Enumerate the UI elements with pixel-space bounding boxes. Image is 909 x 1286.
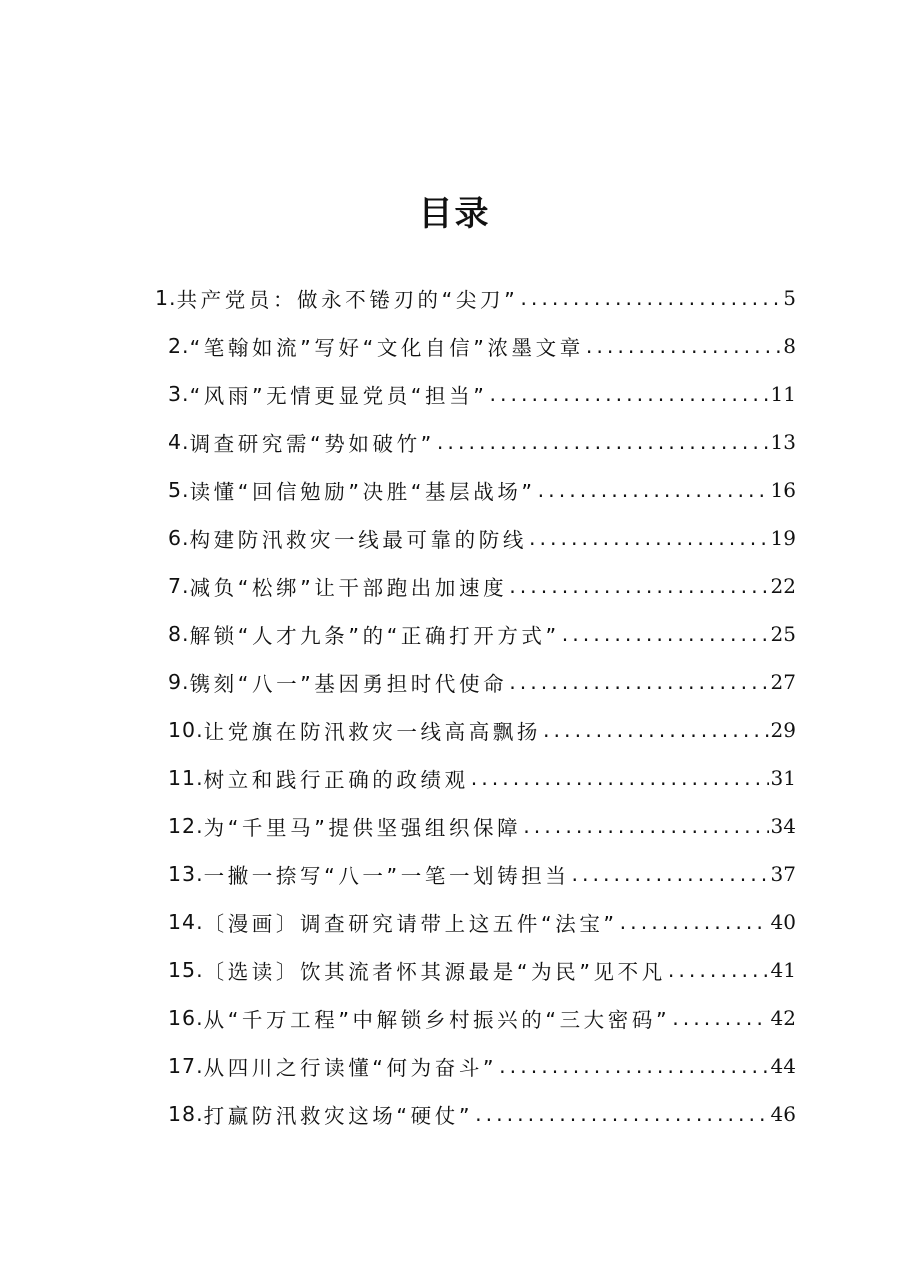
toc-entry[interactable] xyxy=(168,946,796,994)
entry-page: 37 xyxy=(770,862,796,886)
dot-leader xyxy=(509,670,768,694)
dot-leader xyxy=(529,526,769,550)
dot-leader xyxy=(520,286,781,310)
entry-title: 构建防汛救灾一线最可靠的防线 xyxy=(189,528,527,552)
dot-leader xyxy=(672,1006,768,1030)
dot-leader xyxy=(538,478,769,502)
entry-number: 12. xyxy=(168,814,204,838)
dot-leader xyxy=(571,862,768,886)
entry-title: 读懂“回信勉励”决胜“基层战场” xyxy=(189,480,536,504)
entry-title: 从四川之行读懂“何为奋斗” xyxy=(203,1056,498,1080)
toc-entry[interactable] xyxy=(168,514,796,562)
entry-title: 共产党员：做永不锩刃的“尖刀” xyxy=(176,288,519,312)
toc-title: 目录 xyxy=(418,194,491,234)
toc-entry[interactable] xyxy=(168,562,796,610)
entry-number: 9. xyxy=(168,670,190,694)
toc-entry[interactable] xyxy=(168,658,796,706)
entry-number: 5. xyxy=(168,478,190,502)
dot-leader xyxy=(509,574,768,598)
entry-title: 让党旗在防汛救灾一线高高飘扬 xyxy=(203,720,542,744)
toc-entry[interactable] xyxy=(168,898,796,946)
entry-page: 5 xyxy=(783,286,796,310)
entry-title: “笔翰如流”写好“文化自信”浓墨文章 xyxy=(189,336,584,360)
dot-leader xyxy=(499,1054,768,1078)
entry-number: 2. xyxy=(168,334,190,358)
toc-entry[interactable] xyxy=(168,418,796,466)
entry-page: 40 xyxy=(770,910,796,934)
dot-leader xyxy=(523,814,768,838)
dot-leader xyxy=(620,910,769,934)
entry-page: 29 xyxy=(770,718,796,742)
entry-page: 11 xyxy=(770,382,796,406)
toc-entry[interactable] xyxy=(155,274,796,322)
entry-title: 减负“松绑”让干部跑出加速度 xyxy=(189,576,508,600)
entry-number: 10. xyxy=(168,718,204,742)
toc-entry[interactable] xyxy=(168,706,796,754)
dot-leader xyxy=(475,1102,768,1126)
entry-page: 41 xyxy=(770,958,796,982)
entry-page: 34 xyxy=(770,814,796,838)
dot-leader xyxy=(437,430,769,454)
entry-number: 3. xyxy=(168,382,190,406)
entry-page: 19 xyxy=(770,526,796,550)
entry-number: 13. xyxy=(168,862,204,886)
toc-entry[interactable] xyxy=(168,322,796,370)
dot-leader xyxy=(489,382,768,406)
entry-title: 树立和践行正确的政绩观 xyxy=(203,768,469,792)
dot-leader xyxy=(562,622,769,646)
toc-entry[interactable] xyxy=(168,754,796,802)
dot-leader xyxy=(668,958,769,982)
entry-title: 为“千里马”提供坚强组织保障 xyxy=(203,816,522,840)
entry-title: 解锁“人才九条”的“正确打开方式” xyxy=(189,624,560,648)
toc-entry[interactable] xyxy=(168,370,796,418)
dot-leader xyxy=(471,766,769,790)
entry-number: 17. xyxy=(168,1054,204,1078)
entry-number: 6. xyxy=(168,526,190,550)
entry-title: 打赢防汛救灾这场“硬仗” xyxy=(203,1104,474,1128)
toc-entry[interactable] xyxy=(168,466,796,514)
toc-entry[interactable] xyxy=(168,610,796,658)
toc-entry[interactable] xyxy=(168,802,796,850)
entry-title: 调查研究需“势如破竹” xyxy=(189,432,435,456)
entry-number: 16. xyxy=(168,1006,204,1030)
entry-number: 15. xyxy=(168,958,204,982)
toc-entry[interactable] xyxy=(168,850,796,898)
entry-title: 一撇一捺写“八一”一笔一划铸担当 xyxy=(203,864,570,888)
entry-number: 18. xyxy=(168,1102,204,1126)
entry-page: 31 xyxy=(770,766,796,790)
entry-title: 镌刻“八一”基因勇担时代使命 xyxy=(189,672,508,696)
entry-number: 11. xyxy=(168,766,204,790)
entry-number: 14. xyxy=(168,910,204,934)
entry-page: 27 xyxy=(770,670,796,694)
entry-number: 7. xyxy=(168,574,190,598)
toc-entry[interactable] xyxy=(168,994,796,1042)
entry-page: 22 xyxy=(770,574,796,598)
entry-page: 16 xyxy=(770,478,796,502)
entry-page: 8 xyxy=(783,334,796,358)
entry-page: 13 xyxy=(770,430,796,454)
entry-number: 4. xyxy=(168,430,190,454)
entry-page: 42 xyxy=(770,1006,796,1030)
entry-title: 〔选读〕饮其流者怀其源最是“为民”见不凡 xyxy=(203,960,666,984)
dot-leader xyxy=(586,334,781,358)
entry-title: “风雨”无情更显党员“担当” xyxy=(189,384,488,408)
entry-page: 25 xyxy=(770,622,796,646)
entry-title: 从“千万工程”中解锁乡村振兴的“三大密码” xyxy=(203,1008,671,1032)
entry-page: 44 xyxy=(770,1054,796,1078)
dot-leader xyxy=(543,718,769,742)
entry-number: 8. xyxy=(168,622,190,646)
toc-entry[interactable] xyxy=(168,1042,796,1090)
entry-number: 1. xyxy=(155,286,177,310)
entry-page: 46 xyxy=(770,1102,796,1126)
entry-title: 〔漫画〕调查研究请带上这五件“法宝” xyxy=(203,912,618,936)
toc-entry[interactable] xyxy=(168,1090,796,1138)
